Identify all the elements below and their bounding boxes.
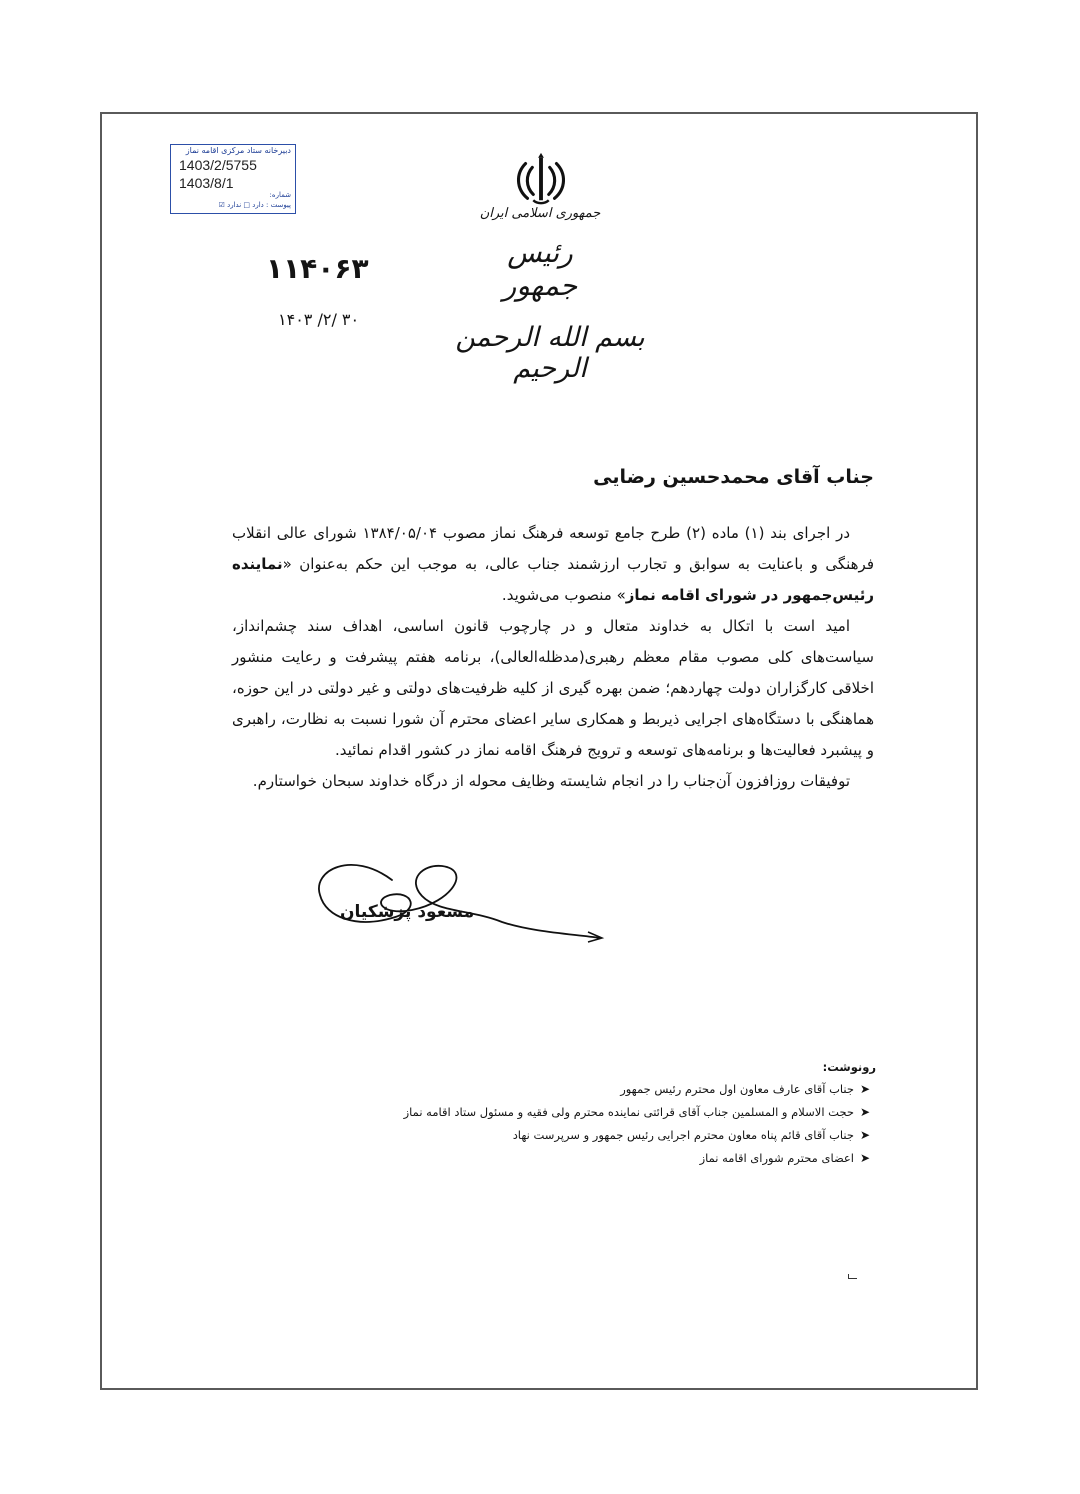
president-office-title: رئیس جمهور	[502, 236, 578, 302]
paragraph-appointment	[232, 518, 874, 611]
paragraph-duties: امید است با اتکال به خداوند متعال و در چارچوب قانون اساسی، اهداف سند چشم‌انداز، سیاست‌های کلی مصوب مقام معظم رهبری(مدظله‌العالی)، برنامه هفتم پیشرفت و رعایت منشور اخلاقی کارگزاران دولت چهاردهم؛ ضمن بهره گیری از کلیه ظرفیت‌های دولتی و غیر دولتی در این حوزه، هماهنگی با دستگاه‌های اجرایی ذیربط و همکاری سایر اعضای محترم آن شورا نسبت به نظارت، راهبری و پیشبرد فعالیت‌ها و برنامه‌های توسعه و ترویج فرهنگ اقامه نماز در کشور اقدام نمائید.	[232, 617, 874, 759]
cc-title: رونوشت:	[822, 1060, 876, 1074]
iran-emblem-icon	[512, 150, 570, 208]
paragraph-appointment-end: » منصوب می‌شوید.	[501, 586, 626, 604]
appointment-title: نماینده رئیس‌جمهور در شورای اقامه نماز	[232, 555, 874, 604]
addressee: جناب آقای محمدحسین رضایی	[593, 466, 874, 488]
paragraph-appointment-start: در اجرای بند (۱) ماده (۲) طرح جامع توسعه فرهنگ نماز مصوب ۱۳۸۴/۰۵/۰۴ شورای عالی انقلاب فرهنگی و باعنایت به سوابق و تجارب ارزشمند جناب عالی، به موجب این حکم به‌عنوان «	[232, 524, 874, 573]
letter-number: ۱۱۴۰۶۳	[266, 252, 369, 285]
corner-mark	[848, 1274, 857, 1279]
cc-item: ➤اعضای محترم شورای اقامه نماز	[404, 1147, 876, 1170]
stamp-date: 1403/8/1	[179, 175, 234, 191]
letter-body	[232, 518, 874, 797]
arrow-bullet-icon: ➤	[859, 1082, 871, 1096]
stamp-attachment-label: پیوست : دارد □ ندارد ☑	[218, 201, 291, 209]
handwritten-signature	[312, 840, 612, 950]
republic-title: جمهوری اسلامی ایران	[479, 206, 601, 221]
stamp-number-label: شماره:	[269, 191, 291, 199]
cc-section	[404, 1060, 876, 1170]
signer-name: مسعود پزشکیان	[340, 902, 475, 922]
arrow-bullet-icon: ➤	[859, 1128, 871, 1142]
registry-stamp	[170, 144, 296, 214]
cc-item: ➤جناب آقای قائم پناه معاون محترم اجرایی رئیس جمهور و سرپرست نهاد	[404, 1124, 876, 1147]
stamp-number: 1403/2/5755	[179, 157, 257, 173]
stamp-title: دبیرخانه ستاد مرکزی اقامه نماز	[185, 146, 291, 155]
arrow-bullet-icon: ➤	[859, 1105, 871, 1119]
paragraph-closing: توفیقات روزافزون آن‌جناب را در انجام شایسته وظایف محوله از درگاه خداوند سبحان خواستارم.	[252, 772, 850, 790]
cc-item: ➤جناب آقای عارف معاون اول محترم رئیس جمهور	[404, 1078, 876, 1101]
arrow-bullet-icon: ➤	[859, 1151, 871, 1165]
cc-list	[404, 1078, 876, 1170]
bismillah: بسم الله الرحمن الرحیم	[455, 322, 645, 384]
cc-item: ➤حجت الاسلام و المسلمین جناب آقای قرائتی نماینده محترم ولی فقیه و مسئول ستاد اقامه نماز	[404, 1101, 876, 1124]
letter-date: ۱۴۰۳ /۲/ ۳۰	[278, 310, 360, 329]
